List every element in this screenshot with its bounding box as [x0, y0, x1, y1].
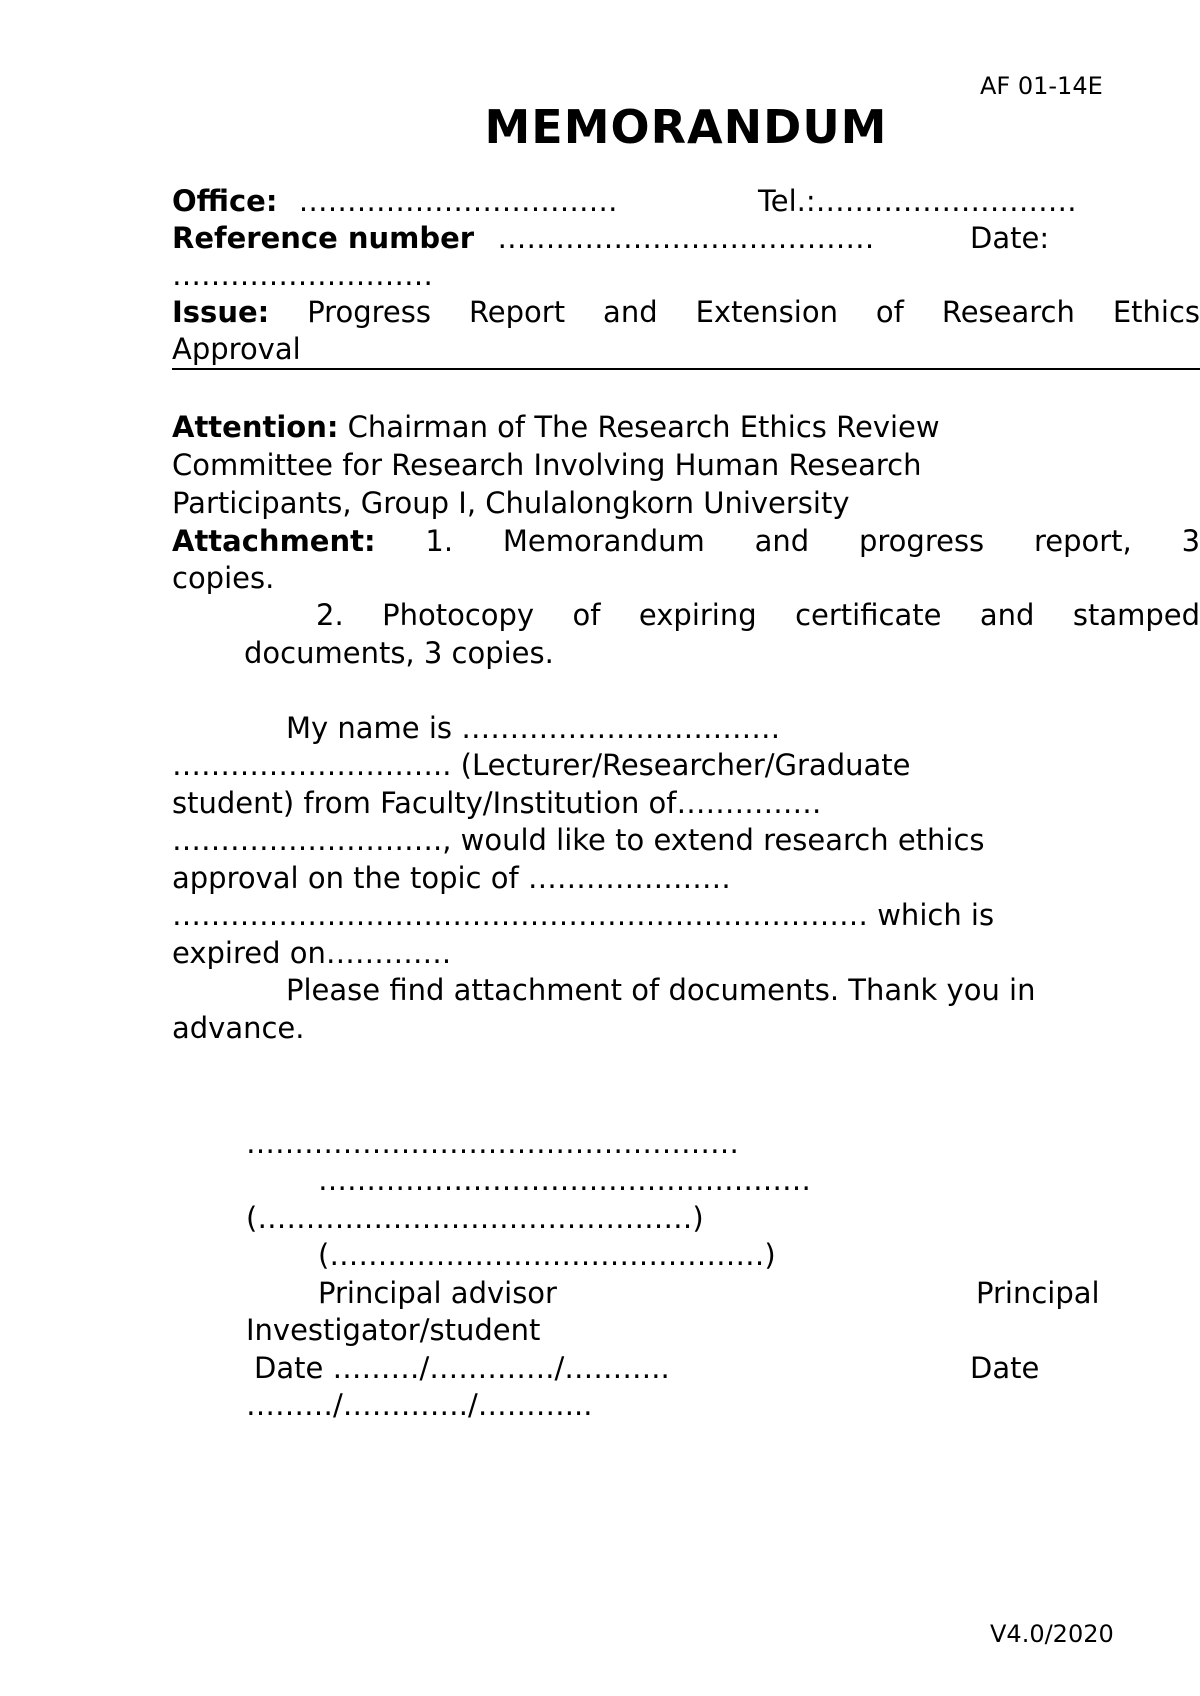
signature-line-advisor: …………………………………………… — [246, 1126, 739, 1160]
attachment-item-2 — [316, 596, 1200, 634]
attachment-word: of — [572, 598, 601, 632]
attachment-word: 1. — [425, 524, 454, 558]
attachment-continuation: copies. — [172, 561, 275, 595]
attachment-word: report, — [1033, 524, 1132, 558]
attachment-word: and — [979, 598, 1035, 632]
issue-word: Report — [468, 295, 566, 329]
attachment-word: certificate — [795, 598, 942, 632]
body-line-8: Please find attachment of documents. Thank you in — [286, 973, 1036, 1007]
issue-word: Research — [941, 295, 1075, 329]
office-line — [172, 182, 618, 220]
body-line-1: My name is …………………………… — [286, 711, 781, 745]
attention-line-2: Committee for Research Involving Human Research — [172, 448, 922, 482]
attachment-word: progress — [858, 524, 985, 558]
role-investigator: Principal — [976, 1276, 1100, 1310]
reference-line — [172, 219, 874, 257]
tel-label: Tel.: — [758, 184, 816, 218]
issue-word: and — [603, 295, 658, 329]
attachment-item-2-continuation: documents, 3 copies. — [244, 636, 554, 670]
attention-label: Attention: — [172, 410, 339, 444]
signature-name-advisor: (………………………………………) — [246, 1201, 704, 1235]
date-investigator-label: Date — [970, 1351, 1040, 1385]
attachment-word: 3 — [1181, 524, 1200, 558]
office-label: Office: — [172, 184, 278, 218]
role-advisor: Principal advisor — [318, 1276, 557, 1310]
date-label: Date: — [970, 221, 1050, 255]
tel-line — [758, 182, 1077, 220]
attention-text: Chairman of The Research Ethics Review — [347, 410, 940, 444]
body-line-3: student) from Faculty/Institution of…………… — [172, 786, 822, 820]
attachment-word: Memorandum — [502, 524, 705, 558]
issue-line — [172, 293, 1200, 331]
office-value: …………………………… — [298, 184, 618, 218]
signature-line-investigator: …………………………………………… — [318, 1163, 811, 1197]
issue-word: of — [875, 295, 904, 329]
attachment-word: and — [754, 524, 810, 558]
body-line-5: approval on the topic of ………………… — [172, 861, 731, 895]
date-advisor: Date ………/…………./……….. — [254, 1351, 670, 1385]
issue-label: Issue: — [172, 295, 270, 329]
date-investigator-value: ………/…………./………... — [246, 1388, 593, 1422]
attachment-word: expiring — [638, 598, 757, 632]
tel-value: ……………………… — [815, 184, 1077, 218]
body-line-2: ……………………….. (Lecturer/Researcher/Graduate — [172, 748, 911, 782]
version-label: V4.0/2020 — [990, 1620, 1114, 1648]
body-line-4: ………………………., would like to extend research ethics — [172, 823, 985, 857]
signature-name-investigator: (………………………………………) — [318, 1238, 776, 1272]
issue-word: Extension — [695, 295, 838, 329]
body-line-9: advance. — [172, 1011, 305, 1045]
issue-continuation: Approval — [172, 332, 301, 366]
issue-word: Progress — [307, 295, 431, 329]
date-value: ……………………… — [172, 258, 433, 292]
body-line-6: ……………………………………………………………… which is — [172, 898, 995, 932]
issue-word: Ethics — [1112, 295, 1200, 329]
attachment-label: Attachment: — [172, 524, 376, 558]
role-investigator-continuation: Investigator/student — [246, 1313, 541, 1347]
attachment-word: 2. — [316, 598, 344, 632]
attachment-line — [172, 522, 1200, 560]
header-divider — [172, 368, 1200, 370]
attention-line-3: Participants, Group I, Chulalongkorn University — [172, 486, 850, 520]
body-line-7: expired on…………. — [172, 936, 452, 970]
page-title: MEMORANDUM — [484, 100, 888, 154]
reference-value: ………………………………… — [497, 221, 875, 255]
document-code: AF 01-14E — [980, 72, 1103, 100]
attachment-word: Photocopy — [382, 598, 535, 632]
attachment-word: stamped — [1072, 598, 1200, 632]
attention-line — [172, 408, 940, 446]
reference-label: Reference number — [172, 221, 475, 255]
